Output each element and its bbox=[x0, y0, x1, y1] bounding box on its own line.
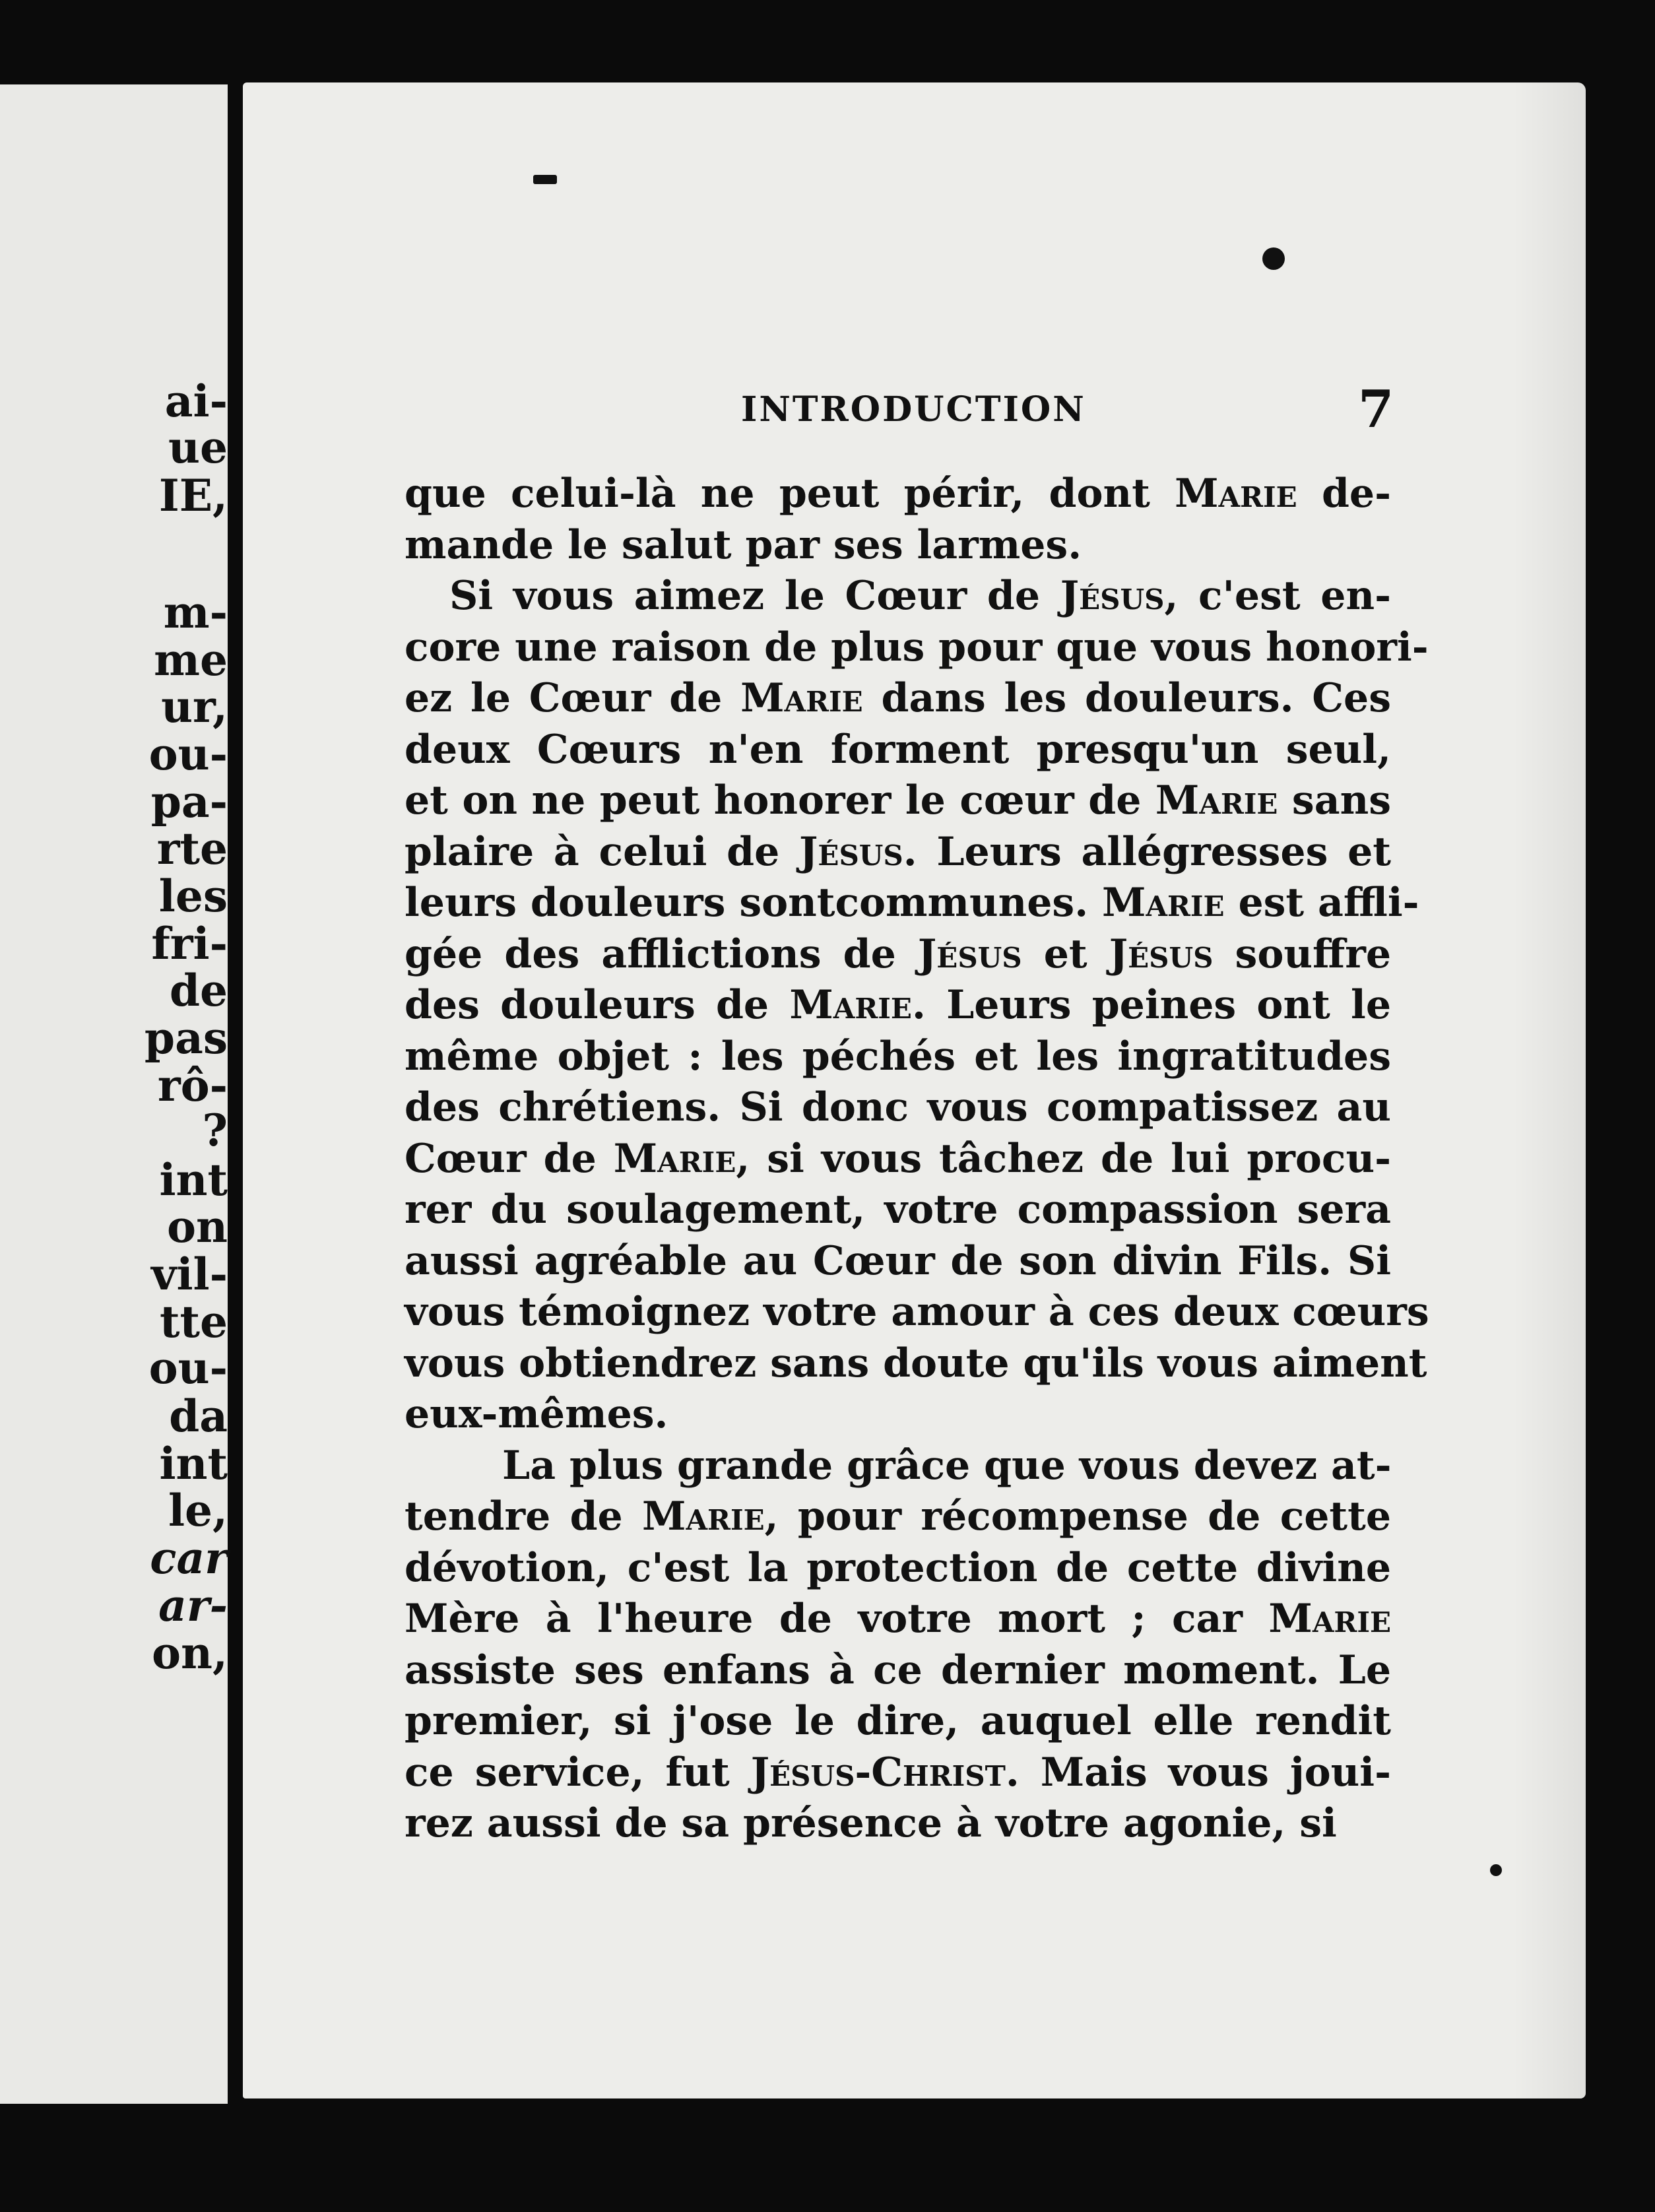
fragment-line: ar- bbox=[158, 1580, 228, 1631]
fragment-line: ? bbox=[202, 1105, 228, 1156]
fragment-line: ai- bbox=[164, 375, 228, 427]
ink-dot bbox=[1490, 1864, 1502, 1876]
text-line: deux Cœurs n'en forment presqu'un seul, bbox=[405, 726, 1391, 773]
fragment-line: on, bbox=[152, 1627, 228, 1679]
text-line: premier, si j'ose le dire, auquel elle rendit bbox=[405, 1698, 1391, 1744]
text-line: Mère à l'heure de votre mort ; car Marie bbox=[405, 1596, 1391, 1642]
fragment-line: de bbox=[169, 965, 228, 1016]
fragment-line: ou- bbox=[148, 1342, 228, 1394]
page-number: 7 bbox=[1358, 379, 1394, 439]
text-line: des chrétiens. Si donc vous compatissez au bbox=[405, 1084, 1391, 1130]
book-page bbox=[243, 82, 1586, 2098]
text-line: même objet : les péchés et les ingratitudes bbox=[405, 1033, 1391, 1080]
text-line: eux-mêmes. bbox=[405, 1391, 668, 1437]
text-line: que celui-là ne peut périr, dont Marie de- bbox=[405, 471, 1392, 517]
fragment-line: ou- bbox=[148, 729, 228, 780]
fragment-line: int bbox=[159, 1154, 228, 1206]
page-edge-shadow bbox=[1513, 82, 1586, 2098]
fragment-line: ue bbox=[168, 422, 228, 473]
text-line: ez le Cœur de Marie dans les douleurs. Ces bbox=[405, 675, 1391, 721]
fragment-line: vil- bbox=[151, 1249, 228, 1300]
text-line: mande le salut par ses larmes. bbox=[405, 521, 1082, 568]
text-line: aussi agréable au Cœur de son divin Fils. Si bbox=[405, 1237, 1391, 1284]
fragment-line: da bbox=[169, 1390, 228, 1442]
body-text bbox=[405, 469, 1429, 1850]
text-line: plaire à celui de Jésus. Leurs allégresses et bbox=[405, 828, 1391, 875]
text-line: vous obtiendrez sans doute qu'ils vous aiment bbox=[405, 1340, 1427, 1386]
fragment-line: rô- bbox=[157, 1060, 228, 1111]
text-line: Si vous aimez le Cœur de Jésus, c'est en- bbox=[449, 573, 1391, 619]
facing-page-fragment bbox=[0, 84, 228, 2104]
fragment-line: car bbox=[150, 1532, 228, 1584]
fragment-line: int bbox=[159, 1438, 228, 1489]
fragment-line: fri- bbox=[151, 918, 228, 969]
text-line: gée des afflictions de Jésus et Jésus souffre bbox=[405, 930, 1392, 977]
fragment-line: le, bbox=[168, 1485, 228, 1536]
ink-mark bbox=[533, 175, 557, 184]
fragment-line: les bbox=[158, 870, 228, 922]
fragment-line: pas bbox=[144, 1012, 228, 1064]
text-line: La plus grande grâce que vous devez at- bbox=[502, 1442, 1392, 1489]
text-line: ce service, fut Jésus-Christ. Mais vous joui- bbox=[405, 1749, 1391, 1796]
text-line: Cœur de Marie, si vous tâchez de lui procu- bbox=[405, 1135, 1391, 1182]
fragment-line: ur, bbox=[161, 681, 228, 732]
text-line: dévotion, c'est la protection de cette divine bbox=[405, 1544, 1391, 1591]
text-line: des douleurs de Marie. Leurs peines ont le bbox=[405, 982, 1392, 1028]
text-line: rez aussi de sa présence à votre agonie, si bbox=[405, 1800, 1337, 1846]
text-line: rer du soulagement, votre compassion sera bbox=[405, 1187, 1391, 1233]
text-line: vous témoignez votre amour à ces deux cœurs bbox=[405, 1289, 1429, 1335]
running-head: INTRODUCTION bbox=[741, 389, 1086, 430]
fragment-line: me bbox=[154, 634, 228, 686]
fragment-line: IE, bbox=[158, 470, 228, 521]
text-line: core une raison de plus pour que vous honori- bbox=[405, 624, 1429, 670]
fragment-line: m- bbox=[163, 587, 228, 638]
fragment-line: rte bbox=[156, 823, 228, 874]
fragment-line: on bbox=[166, 1201, 228, 1252]
text-line: tendre de Marie, pour récompense de cette bbox=[405, 1493, 1392, 1540]
text-line: leurs douleurs sontcommunes. Marie est affli- bbox=[405, 880, 1419, 926]
text-line: assiste ses enfans à ce dernier moment. Le bbox=[405, 1646, 1391, 1693]
fragment-line: pa- bbox=[150, 776, 228, 828]
fragment-line: tte bbox=[160, 1296, 228, 1348]
text-line: et on ne peut honorer le cœur de Marie sans bbox=[405, 777, 1391, 824]
ink-dot bbox=[1262, 247, 1285, 270]
